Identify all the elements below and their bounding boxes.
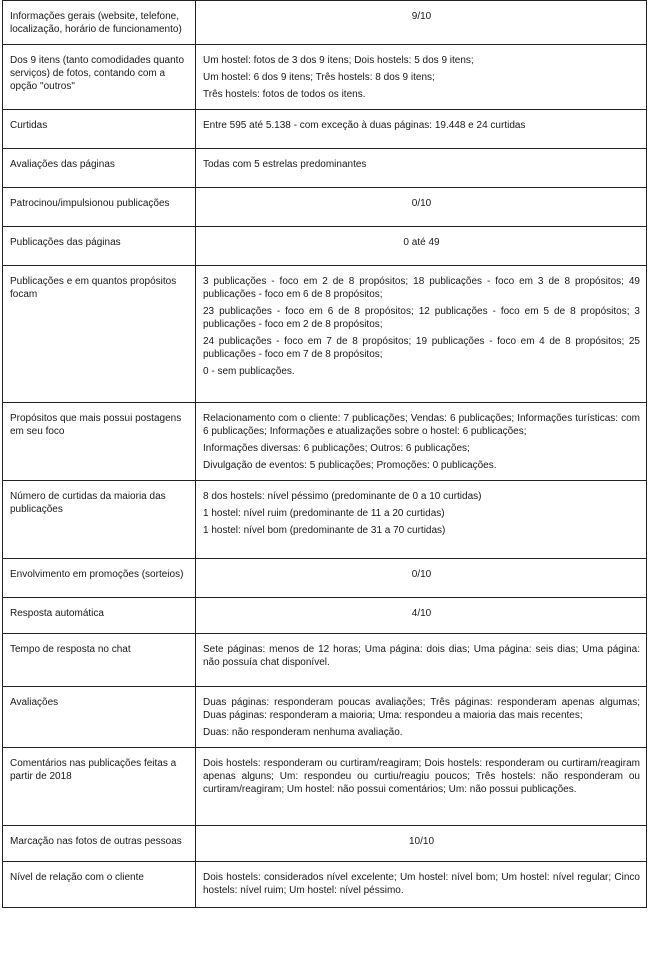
results-table — [2, 0, 647, 908]
criterion-value — [196, 110, 647, 149]
table-row — [3, 598, 647, 634]
value-line: Três hostels: fotos de todos os itens. — [203, 89, 366, 100]
criterion-value — [196, 687, 647, 748]
value-line: 0 - sem publicações. — [203, 366, 295, 377]
value-line: 24 publicações - foco em 7 de 8 propósitos; 19 publicações - foco em 4 de 8 propósitos; 25 publicações - foco em 7 de 8 propósitos; — [203, 336, 640, 360]
table-row — [3, 188, 647, 227]
criterion-value — [196, 45, 647, 110]
table-row — [3, 748, 647, 826]
criterion-value — [196, 188, 647, 227]
value-line: 1 hostel: nível bom (predominante de 31 a 70 curtidas) — [203, 525, 446, 536]
value-line: 10/10 — [408, 836, 435, 847]
value-line: Relacionamento com o cliente: 7 publicações; Vendas: 6 publicações; Informações turísticas: com 6 publicações; Informações e atualizações sobre o hostel: 6 publicações; — [203, 413, 640, 437]
criterion-label: Avaliações — [3, 687, 196, 748]
table-row — [3, 862, 647, 908]
table-row — [3, 149, 647, 188]
criterion-label: Resposta automática — [3, 598, 196, 634]
value-line: Divulgação de eventos: 5 publicações; Promoções: 0 publicações. — [203, 460, 497, 471]
value-line: 0/10 — [411, 198, 432, 209]
criterion-value — [196, 1, 647, 45]
table-row — [3, 45, 647, 110]
criterion-label: Informações gerais (website, telefone, localização, horário de funcionamento) — [3, 1, 196, 45]
criterion-value — [196, 149, 647, 188]
criterion-label: Patrocinou/impulsionou publicações — [3, 188, 196, 227]
table-row — [3, 266, 647, 403]
criterion-value — [196, 598, 647, 634]
criterion-label: Dos 9 itens (tanto comodidades quanto serviços) de fotos, contando com a opção "outros" — [3, 45, 196, 110]
value-line: 9/10 — [411, 11, 432, 22]
criterion-value — [196, 826, 647, 862]
criterion-label: Publicações e em quantos propósitos focam — [3, 266, 196, 403]
criterion-value — [196, 748, 647, 826]
criterion-value — [196, 403, 647, 481]
criterion-label: Marcação nas fotos de outras pessoas — [3, 826, 196, 862]
value-line: 0 até 49 — [403, 237, 440, 248]
criterion-label: Número de curtidas da maioria das publicações — [3, 481, 196, 559]
value-line: Um hostel: fotos de 3 dos 9 itens; Dois hostels: 5 dos 9 itens; — [203, 55, 474, 66]
criterion-label: Publicações das páginas — [3, 227, 196, 266]
table-row — [3, 634, 647, 687]
table-row — [3, 227, 647, 266]
value-line: Dois hostels: considerados nível excelente; Um hostel: nível bom; Um hostel: nível regular; Cinco hostels: nível ruim; Um hostel: nível péssimo. — [203, 872, 640, 896]
table-row — [3, 1, 647, 45]
criterion-value — [196, 481, 647, 559]
value-line: Sete páginas: menos de 12 horas; Uma página: dois dias; Uma página: seis dias; Uma página: não possuía chat disponível. — [203, 644, 640, 668]
table-row — [3, 481, 647, 559]
criterion-label: Nível de relação com o cliente — [3, 862, 196, 908]
value-line: Todas com 5 estrelas predominantes — [203, 159, 367, 170]
table-row — [3, 826, 647, 862]
value-line: 4/10 — [411, 608, 432, 619]
value-line: Informações diversas: 6 publicações; Outros: 6 publicações; — [203, 443, 470, 454]
table-row — [3, 687, 647, 748]
value-line: 8 dos hostels: nível péssimo (predominante de 0 a 10 curtidas) — [203, 491, 482, 502]
value-line: Duas páginas: responderam poucas avaliações; Três páginas: responderam apenas algumas; Duas páginas: responderam a maioria; Uma: respondeu a maioria das mais recentes; — [203, 697, 640, 721]
value-line: Duas: não responderam nenhuma avaliação. — [203, 727, 403, 738]
table-row — [3, 403, 647, 481]
criterion-value — [196, 559, 647, 598]
value-line: 1 hostel: nível ruim (predominante de 11 a 20 curtidas) — [203, 508, 445, 519]
criterion-label: Propósitos que mais possui postagens em seu foco — [3, 403, 196, 481]
criterion-value — [196, 266, 647, 403]
criterion-value — [196, 227, 647, 266]
value-line: 23 publicações - foco em 6 de 8 propósitos; 12 publicações - foco em 5 de 8 propósitos; 3 publicações - foco em 2 de 8 propósitos; — [203, 306, 640, 330]
criterion-label: Avaliações das páginas — [3, 149, 196, 188]
criterion-value — [196, 634, 647, 687]
value-line: Um hostel: 6 dos 9 itens; Três hostels: 8 dos 9 itens; — [203, 72, 435, 83]
value-line: Dois hostels: responderam ou curtiram/reagiram; Dois hostels: responderam ou curtiram/reagiram apenas alguns; Um: respondeu ou curtiu/reagiu poucos; Três hostels: não responderam ou curtiram/reagiram; Um hostel: não possui comentários; Um: não possui publicações. — [203, 758, 640, 795]
criterion-label: Tempo de resposta no chat — [3, 634, 196, 687]
criterion-label: Envolvimento em promoções (sorteios) — [3, 559, 196, 598]
value-line: 3 publicações - foco em 2 de 8 propósitos; 18 publicações - foco em 3 de 8 propósitos; 49 publicações - foco em 6 de 8 propósitos; — [203, 276, 640, 300]
criterion-label: Comentários nas publicações feitas a partir de 2018 — [3, 748, 196, 826]
criterion-value — [196, 862, 647, 908]
criterion-label: Curtidas — [3, 110, 196, 149]
value-line: 0/10 — [411, 569, 432, 580]
table-row — [3, 110, 647, 149]
value-line: Entre 595 até 5.138 - com exceção à duas páginas: 19.448 e 24 curtidas — [203, 120, 526, 131]
table-row — [3, 559, 647, 598]
